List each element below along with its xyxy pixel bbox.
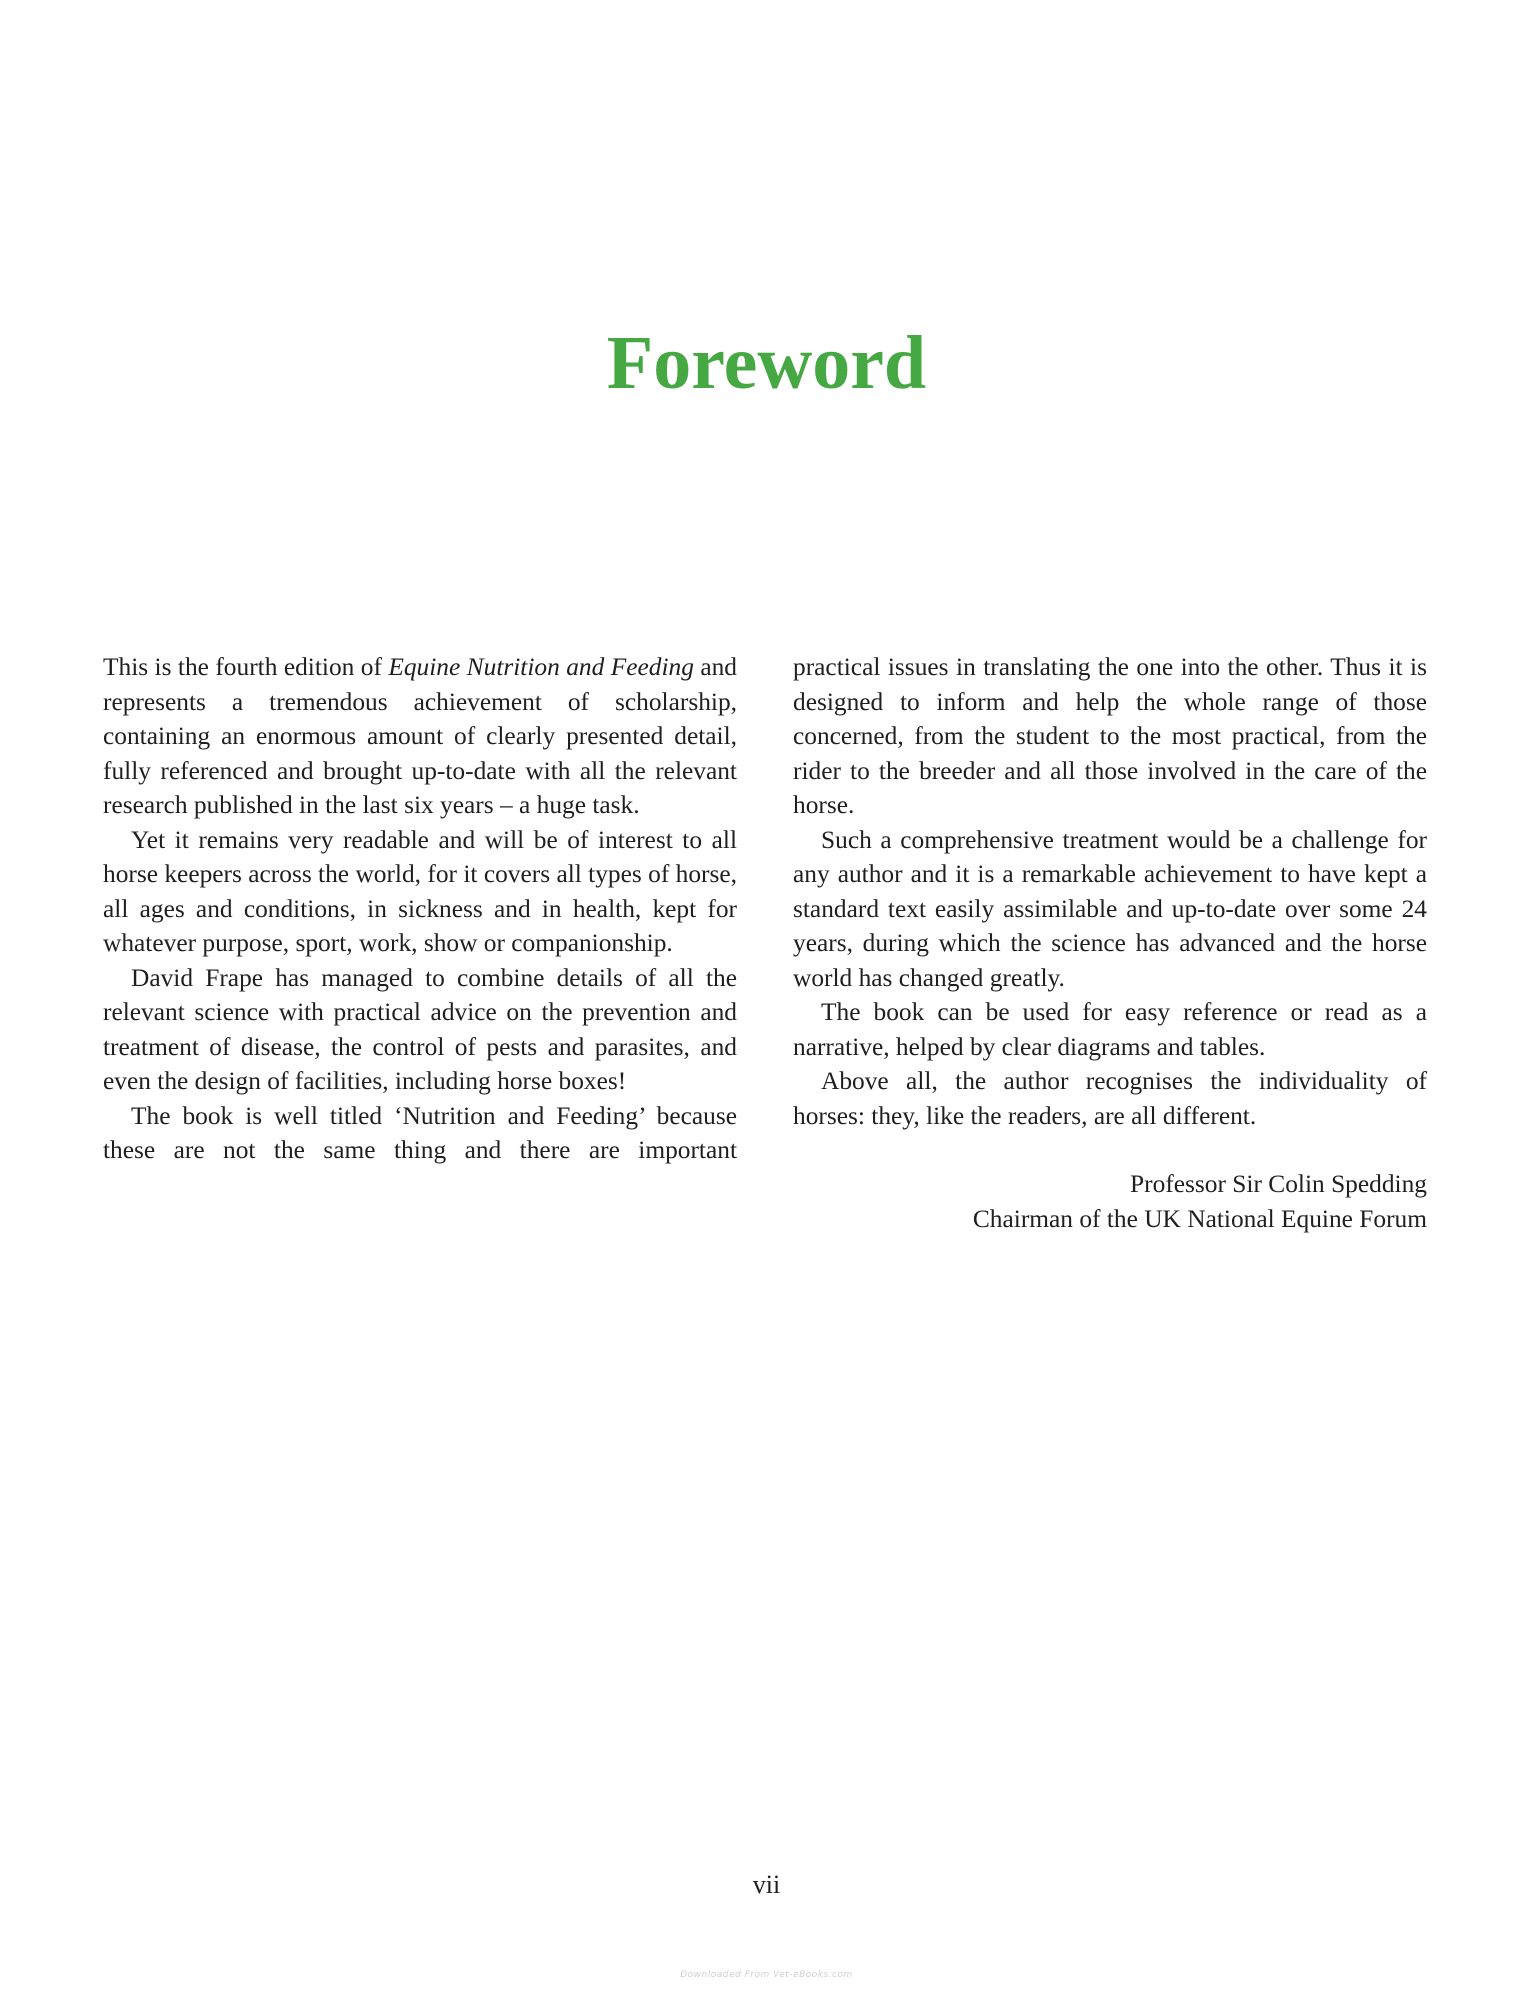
page-title: Foreword (606, 321, 927, 405)
paragraph-text: and represents a tremendous achievement of scholarship, containing an enormous amount of clearly presented detail, fully referenced and brought up-to-date with all the relevant research published in the last six years – a huge task. (103, 653, 738, 819)
signature-name: Professor Sir Colin Spedding (1130, 1170, 1427, 1198)
page-number: vii (752, 1870, 781, 1899)
paragraph (103, 650, 737, 823)
paragraph: Yet it remains very readable and will be of interest to all horse keepers across the world, for it covers all types of horse, all ages and conditions, in sickness and in health, kept for whatever purpose, sport, work, show or companionship. (103, 825, 737, 957)
paragraph: Above all, the author recognises the individuality of horses: they, like the readers, are all different. (793, 1067, 1427, 1130)
footer-watermark: Downloaded From Vet-eBooks.com (680, 1970, 853, 1980)
book-title: Equine Nutrition and Feeding (388, 653, 694, 681)
paragraph: The book is well titled ‘Nutrition and Feeding’ because these are not the same thing and there are important (103, 1101, 737, 1164)
paragraph-text: This is the fourth edition of (103, 653, 389, 681)
right-column (793, 650, 1427, 1236)
paragraph: The book can be used for easy reference or read as a narrative, helped by clear diagrams and tables. (793, 998, 1427, 1061)
signature (793, 1167, 1427, 1236)
left-column (103, 650, 737, 1168)
paragraph: practical issues in translating the one into the other. Thus it is designed to inform and help the whole range of those concerned, from the student to the most practical, from the rider to the breeder and all those involved in the care of the horse. (793, 653, 1427, 819)
signature-title: Chairman of the UK National Equine Forum (972, 1204, 1427, 1233)
paragraph: David Frape has managed to combine details of all the relevant science with practical advice on the prevention and treatment of disease, the control of pests and parasites, and even the design of facilities, including horse boxes! (103, 963, 737, 1095)
paragraph: Such a comprehensive treatment would be a challenge for any author and it is a remarkable achievement to have kept a standard text easily assimilable and up-to-date over some 24 years, during which the science has advanced and the horse world has changed greatly. (793, 825, 1427, 992)
